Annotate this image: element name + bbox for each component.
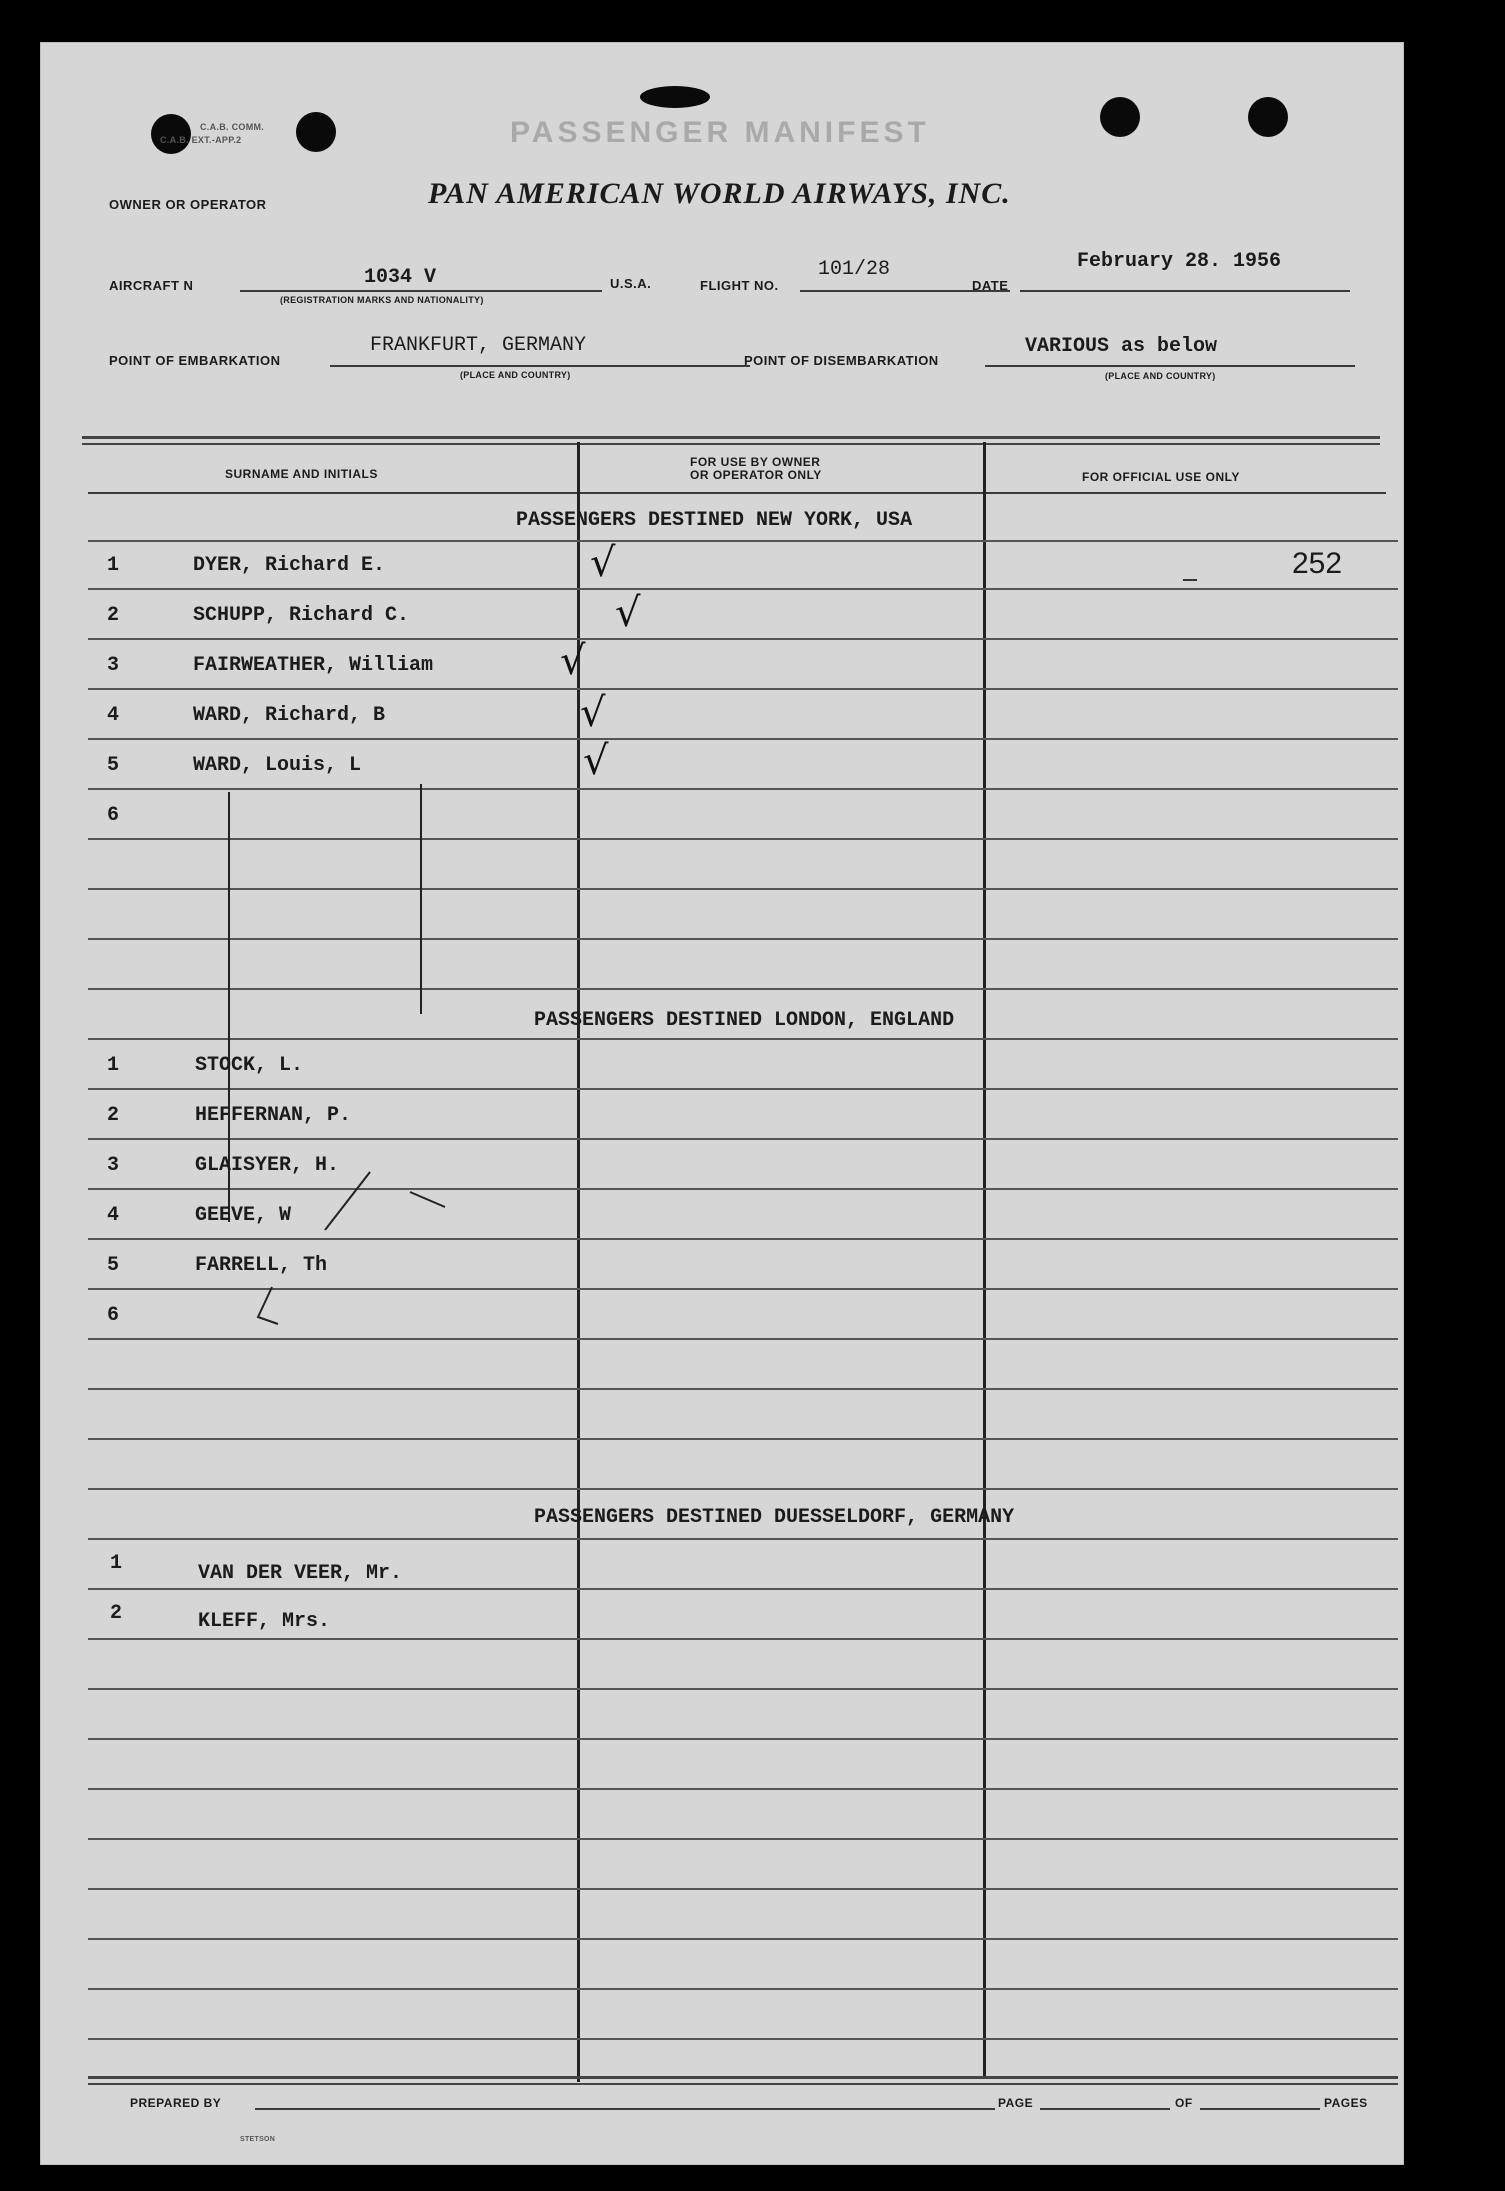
section-title-london: PASSENGERS DESTINED LONDON, ENGLAND xyxy=(534,1009,955,1032)
row-number: 2 xyxy=(107,604,120,627)
form-title: PASSENGER MANIFEST xyxy=(510,116,930,149)
row-number: 5 xyxy=(107,754,120,777)
passenger-name: STOCK, L. xyxy=(195,1054,304,1077)
passenger-name: FARRELL, Th xyxy=(195,1254,328,1277)
of-label: OF xyxy=(1175,2096,1193,2110)
row-number: 3 xyxy=(107,1154,120,1177)
check-mark-icon: √ xyxy=(583,738,609,784)
aircraft-label: AIRCRAFT N xyxy=(109,278,194,293)
pages-label: PAGES xyxy=(1324,2096,1368,2110)
disembark-value: VARIOUS as below xyxy=(1025,335,1218,358)
pen-stroke xyxy=(325,1172,370,1230)
prepared-line xyxy=(255,2108,995,2110)
page-line xyxy=(1040,2108,1170,2110)
row-number: 1 xyxy=(107,554,120,577)
row-number: 6 xyxy=(107,1304,120,1327)
row-number: 1 xyxy=(110,1552,123,1575)
page-label: PAGE xyxy=(998,2096,1034,2110)
passenger-name: SCHUPP, Richard C. xyxy=(193,604,410,627)
section-title-duesseldorf: PASSENGERS DESTINED DUESSELDORF, GERMANY xyxy=(534,1506,1015,1529)
disembark-caption: (PLACE AND COUNTRY) xyxy=(1105,371,1216,381)
column-owner-line1: FOR USE BY OWNER xyxy=(690,455,821,469)
check-mark-icon: √ xyxy=(560,638,586,684)
passenger-name: VAN DER VEER, Mr. xyxy=(198,1562,403,1585)
passenger-name: KLEFF, Mrs. xyxy=(198,1610,331,1633)
passenger-name: WARD, Louis, L xyxy=(193,754,362,777)
embark-value: FRANKFURT, GERMANY xyxy=(370,334,587,357)
flight-label: FLIGHT NO. xyxy=(700,278,779,293)
section-title-new-york: PASSENGERS DESTINED NEW YORK, USA xyxy=(516,509,913,532)
row-number: 6 xyxy=(107,804,120,827)
form-code-line2: C.A.B. EXT.-APP.2 xyxy=(160,135,242,145)
passenger-name: GEEVE, W xyxy=(195,1204,292,1227)
row-number: 2 xyxy=(107,1104,120,1127)
column-official: FOR OFFICIAL USE ONLY xyxy=(1082,470,1240,484)
row-number: 4 xyxy=(107,704,120,727)
passenger-name: GLAISYER, H. xyxy=(195,1154,340,1177)
row-number: 4 xyxy=(107,1204,120,1227)
pen-stroke xyxy=(410,1192,445,1207)
check-mark-icon: √ xyxy=(590,540,616,586)
check-mark-icon: √ xyxy=(615,590,641,636)
manifest-sheet xyxy=(40,42,1404,2165)
row-number: 2 xyxy=(110,1602,123,1625)
pen-stroke xyxy=(258,1287,278,1324)
column-surname: SURNAME AND INITIALS xyxy=(225,467,378,481)
prepared-label: PREPARED BY xyxy=(130,2096,222,2110)
row-number: 1 xyxy=(107,1054,120,1077)
check-mark-icon: √ xyxy=(580,690,606,736)
passenger-name: FAIRWEATHER, William xyxy=(193,654,434,677)
column-owner-line2: OR OPERATOR ONLY xyxy=(690,468,822,482)
stamp-text: STETSON xyxy=(240,2136,276,2143)
aircraft-value: 1034 V xyxy=(364,266,437,289)
official-note: 252 xyxy=(1292,547,1343,580)
airline-name: PAN AMERICAN WORLD AIRWAYS, INC. xyxy=(428,177,1011,210)
form-code-line1: C.A.B. COMM. xyxy=(200,122,265,132)
date-label: DATE xyxy=(972,278,1009,293)
flight-value: 101/28 xyxy=(818,258,891,281)
passenger-name: HEFFERNAN, P. xyxy=(195,1104,352,1127)
embark-caption: (PLACE AND COUNTRY) xyxy=(460,370,571,380)
row-number: 3 xyxy=(107,654,120,677)
owner-label: OWNER OR OPERATOR xyxy=(109,197,267,212)
pen-stroke-marks xyxy=(40,42,1404,2165)
passenger-name: DYER, Richard E. xyxy=(193,554,386,577)
date-value: February 28. 1956 xyxy=(1077,250,1282,273)
disembark-label: POINT OF DISEMBARKATION xyxy=(744,353,939,368)
passenger-name: WARD, Richard, B xyxy=(193,704,386,727)
embark-label: POINT OF EMBARKATION xyxy=(109,353,281,368)
usa-label: U.S.A. xyxy=(610,276,652,291)
registration-caption: (REGISTRATION MARKS AND NATIONALITY) xyxy=(280,295,484,305)
row-number: 5 xyxy=(107,1254,120,1277)
of-line xyxy=(1200,2108,1320,2110)
